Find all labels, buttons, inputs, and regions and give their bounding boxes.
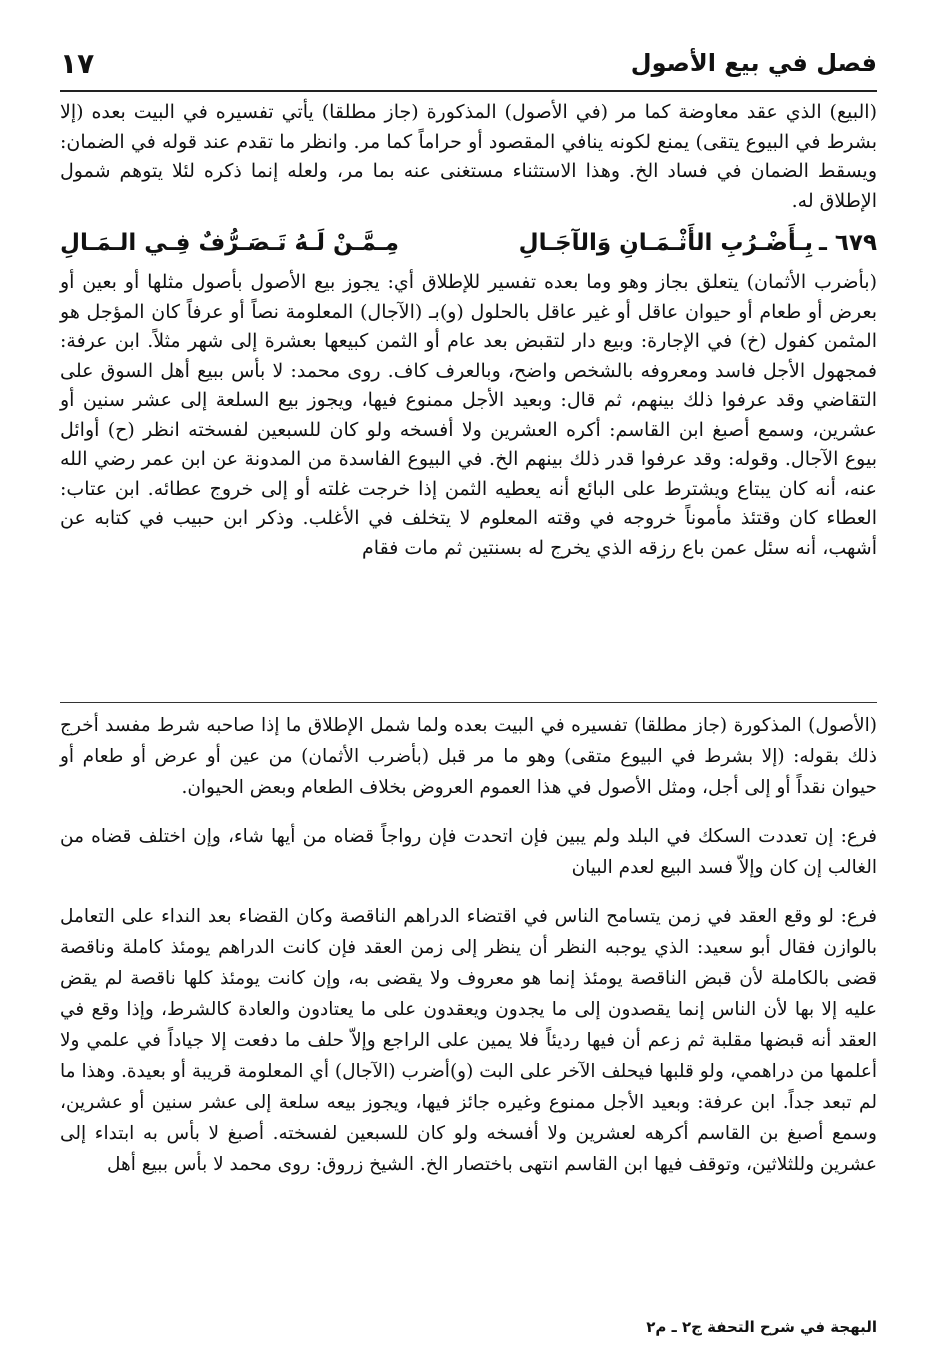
footnote-gap: [60, 883, 877, 901]
commentary-paragraph-2: (بأضرب الأثمان) يتعلق بجاز وهو وما بعده تفسير للإطلاق أي: يجوز بيع الأصول بأصول مثلها أو بعين أو بعرض أو طعام أو حيوان عاقل أو غير عاقل بالحلول (و)بـ (الآجال) المعلومة نصاً أو عرفاً كان المؤجل هو المثمن كفول (خ) في الإجارة: وبيع دار لتقبض بعد عام أو الثمن كبيعها بعشرة إلى شهر مثلاً. ابن عرفة: فمجهول الأجل فاسد ومعروفه بالشخص واضح، وبالعرف كاف. روى محمد: لا بأس ببيع أهل السوق على التقاضي وقد عرفوا ذلك بينهم، ثم قال: وبعيد الأجل ممنوع فيها، ويجوز بيع السلعة إلى عشر سنين أو عشرين، وسمع أصبغ ابن القاسم: أكره العشرين ولا أفسخه ولو كان للسبعين لفسخته انظر (ح) أوائل بيوع الآجال. وقوله: وقد عرفوا قدر ذلك بينهم الخ. في البيوع الفاسدة من المدونة عن ابن عمر رضي الله عنه، أنه كان يبتاع ويشترط على البائع أنه يعطيه الثمن إذا خرجت غلته أو إلى خروج عطائه. ابن عتاب: العطاء كان وقتئذ مأموناً خروجه في وقته المعلوم لا يتخلف في الأغلب. وذكر ابن حبيب في كتابه عن أشهب، أنه سئل عمن باع رزقه الذي يخرج له بسنتين ثم مات فقام: [60, 271, 877, 559]
footnote-3: فرع: لو وقع العقد في زمن يتسامح الناس في اقتضاء الدراهم الناقصة وكان القضاء بعد النداء على التعامل بالوازن فقال أبو سعيد: الذي يوجبه النظر أن ينظر إلى زمن العقد فإن كانت الدراهم يومئذ كاملة وناقصة قضى بالكاملة لأن قبض الناقصة يومئذ إنما هو معروف ولا يقضى به، وإن كانت يومئذ كلها ناقصة لم يقض عليه إلا بها لأن الناس إنما يقصدون إلى ما يجدون ويعقدون على ما يعتادون والعادة كالشرط، وإذا وقع في العقد أنه قبضها مقلبة ثم زعم أن فيها رديئاً فلا يمين على الراجع وإلاّ حلف ما دفعت إلا جياداً في علمي ولا أعلمها من دراهمي، ولو قلبها فيحلف الآخر على البت (و)أضرب (الآجال) أي المعلومة قريبة أو بعيدة. وهذا ما لم تبعد جداً. ابن عرفة: وبعيد الأجل ممنوع وغيره جائز فيها، ويجوز بيعه سلعة إلى عشر سنين أو عشرين، وسمع أصبغ بن القاسم أكرهه لعشرين ولا أفسخه ولو كان للسبعين لفسخته. أصبغ لا بأس به ابتداء إلى عشرين وللثلاثين، وتوقف فيها ابن القاسم انتهى باختصار الخ. الشيخ زروق: روى محمد لا بأس ببيع أهل: [60, 906, 877, 1175]
main-text: [60, 98, 877, 563]
verse-number: ٦٧٩ ـ: [819, 230, 877, 256]
page-number: ١٧: [60, 46, 95, 80]
header-rule: [60, 90, 877, 92]
footnote-separator: [60, 702, 877, 703]
footnote-1: (الأصول) المذكورة (جاز مطلقا) تفسيره في البيت بعده ولما شمل الإطلاق ما إذا صاحبه شرط مفسد أخرج ذلك بقوله: (إلا بشرط في البيوع متقى) وهو ما مر قبل (بأضرب الأثمان) من عين أو عرض أو طعام أو حيوان نقداً أو إلى أجل، ومثل الأصول في هذا العموم العروض بخلاف الطعام وبعض الحيوان.: [60, 715, 877, 798]
page-footer: البهجة في شرح التحفة ج٢ ـ م٢: [646, 1318, 877, 1336]
chapter-title: فصل في بيع الأصول: [630, 49, 877, 77]
verse-second-hemistich: مِـمَّـنْ لَـهُ تَـصَـرُّفٌ فِـي الـمَـالِ: [60, 230, 400, 256]
footnote-2: فرع: إن تعددت السكك في البلد ولم يبين فإن اتحدت فإن رواجاً قضاه من أيها شاء، وإن اختلف قضاه من الغالب إن كان وإلاّ فسد البيع لعدم البيان: [60, 826, 877, 878]
page-header: [60, 38, 877, 88]
verse-line: [60, 228, 877, 258]
footnote-gap: [60, 803, 877, 821]
footnotes: [60, 710, 877, 1180]
commentary-paragraph-1: (البيع) الذي عقد معاوضة كما مر (في الأصول) المذكورة (جاز مطلقا) يأتي تفسيره في البيت بعده (إلا بشرط في البيوع يتقى) يمنع لكونه ينافي المقصود أو حراماً كما مر. وانظر ما تقدم عند قوله في الضمان: ويسقط الضمان في فساد الخ. وهذا الاستثناء مستغنى عنه بما مر، ولعله إنما ذكره لئلا يتوهم شمول الإطلاق له.: [60, 101, 877, 212]
verse-first-hemistich: بِـأَضْـرُبِ الأَثْـمَـانِ وَالآجَـالِ: [518, 230, 813, 256]
